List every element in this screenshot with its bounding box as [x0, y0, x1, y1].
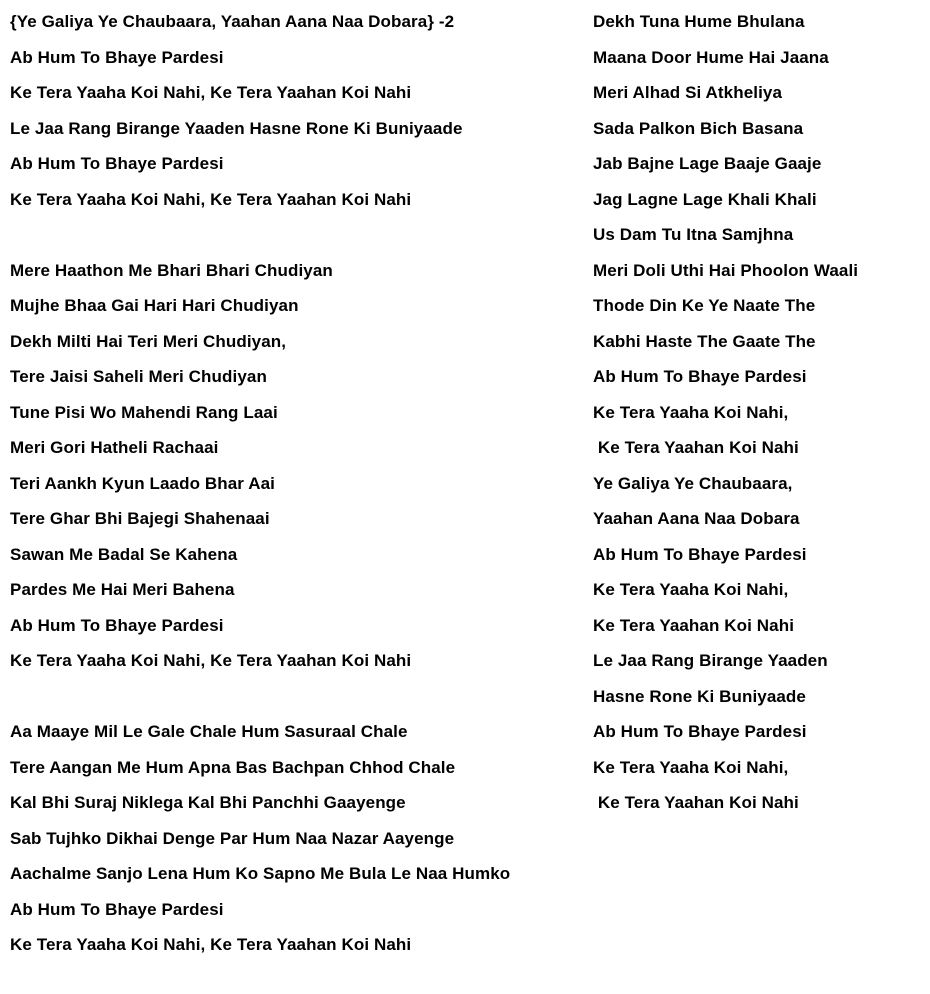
lyric-line: Pardes Me Hai Meri Bahena: [10, 580, 235, 599]
lyric-line: Aachalme Sanjo Lena Hum Ko Sapno Me Bula Le Naa Humko: [10, 864, 511, 883]
lyric-line: Le Jaa Rang Birange Yaaden Hasne Rone Ki Buniyaade: [10, 118, 463, 138]
stanza-break: [10, 220, 585, 256]
lyrics-left-column: [10, 7, 585, 966]
lyric-line: Maana Door Hume Hai Jaana: [593, 47, 829, 67]
lyric-line: Ke Tera Yaahan Koi Nahi: [593, 793, 799, 812]
lyric-line: Ab Hum To Bhaye Pardesi: [10, 615, 224, 635]
lyric-line: Ab Hum To Bhaye Pardesi: [10, 154, 224, 173]
lyric-line: Tune Pisi Wo Mahendi Rang Laai: [10, 402, 278, 422]
lyric-line: Sab Tujhko Dikhai Denge Par Hum Naa Nazar Aayenge: [10, 828, 455, 848]
lyric-line: Mere Haathon Me Bhari Bhari Chudiyan: [10, 260, 333, 280]
lyric-line: Kal Bhi Suraj Niklega Kal Bhi Panchhi Gaayenge: [10, 793, 406, 812]
lyric-line: Yaahan Aana Naa Dobara: [593, 509, 800, 528]
lyric-line: Ab Hum To Bhaye Pardesi: [593, 722, 807, 741]
lyric-line: Ke Tera Yaahan Koi Nahi: [593, 615, 795, 635]
lyric-line: Jag Lagne Lage Khali Khali: [593, 189, 817, 209]
lyric-line: Meri Alhad Si Atkheliya: [593, 83, 783, 102]
lyric-line: Meri Doli Uthi Hai Phoolon Waali: [593, 260, 859, 280]
lyric-line: Ab Hum To Bhaye Pardesi: [593, 544, 807, 564]
lyric-line: Dekh Milti Hai Teri Meri Chudiyan,: [10, 331, 287, 351]
lyric-line: Tere Jaisi Saheli Meri Chudiyan: [10, 367, 267, 386]
lyric-line: Meri Gori Hatheli Rachaai: [10, 438, 219, 457]
lyric-line: Ke Tera Yaaha Koi Nahi, Ke Tera Yaahan Koi Nahi: [10, 189, 412, 209]
lyric-line: Ab Hum To Bhaye Pardesi: [10, 47, 224, 67]
stanza-break: [10, 682, 585, 718]
lyric-line: Ke Tera Yaaha Koi Nahi, Ke Tera Yaahan Koi Nahi: [10, 935, 412, 954]
lyric-line: Kabhi Haste The Gaate The: [593, 331, 816, 351]
lyric-line: Mujhe Bhaa Gai Hari Hari Chudiyan: [10, 296, 299, 315]
lyric-line: Ab Hum To Bhaye Pardesi: [593, 367, 807, 386]
lyric-line: Ab Hum To Bhaye Pardesi: [10, 899, 224, 919]
lyric-line: Ke Tera Yaaha Koi Nahi,: [593, 757, 789, 777]
lyric-line: Sada Palkon Bich Basana: [593, 118, 804, 138]
lyric-line: Teri Aankh Kyun Laado Bhar Aai: [10, 473, 275, 493]
lyric-line: Ke Tera Yaaha Koi Nahi, Ke Tera Yaahan Koi Nahi: [10, 83, 412, 102]
lyric-line: Ke Tera Yaaha Koi Nahi,: [593, 580, 789, 599]
lyric-line: Jab Bajne Lage Baaje Gaaje: [593, 154, 822, 173]
lyric-line: Aa Maaye Mil Le Gale Chale Hum Sasuraal Chale: [10, 722, 408, 741]
lyric-line: Tere Ghar Bhi Bajegi Shahenaai: [10, 509, 270, 528]
lyric-line: Ke Tera Yaaha Koi Nahi,: [593, 402, 789, 422]
lyric-line: Ke Tera Yaahan Koi Nahi: [593, 438, 799, 457]
lyric-line: {Ye Galiya Ye Chaubaara, Yaahan Aana Naa Dobara} -2: [10, 12, 455, 31]
lyric-line: Us Dam Tu Itna Samjhna: [593, 225, 794, 244]
lyrics-right-column: [593, 7, 923, 824]
lyric-line: Ye Galiya Ye Chaubaara,: [593, 473, 793, 493]
lyric-line: Ke Tera Yaaha Koi Nahi, Ke Tera Yaahan Koi Nahi: [10, 651, 412, 670]
lyric-line: Sawan Me Badal Se Kahena: [10, 544, 238, 564]
lyric-line: Dekh Tuna Hume Bhulana: [593, 12, 805, 31]
lyric-line: Hasne Rone Ki Buniyaade: [593, 686, 806, 706]
lyric-line: Le Jaa Rang Birange Yaaden: [593, 651, 828, 670]
lyric-line: Tere Aangan Me Hum Apna Bas Bachpan Chhod Chale: [10, 757, 456, 777]
lyric-line: Thode Din Ke Ye Naate The: [593, 296, 816, 315]
